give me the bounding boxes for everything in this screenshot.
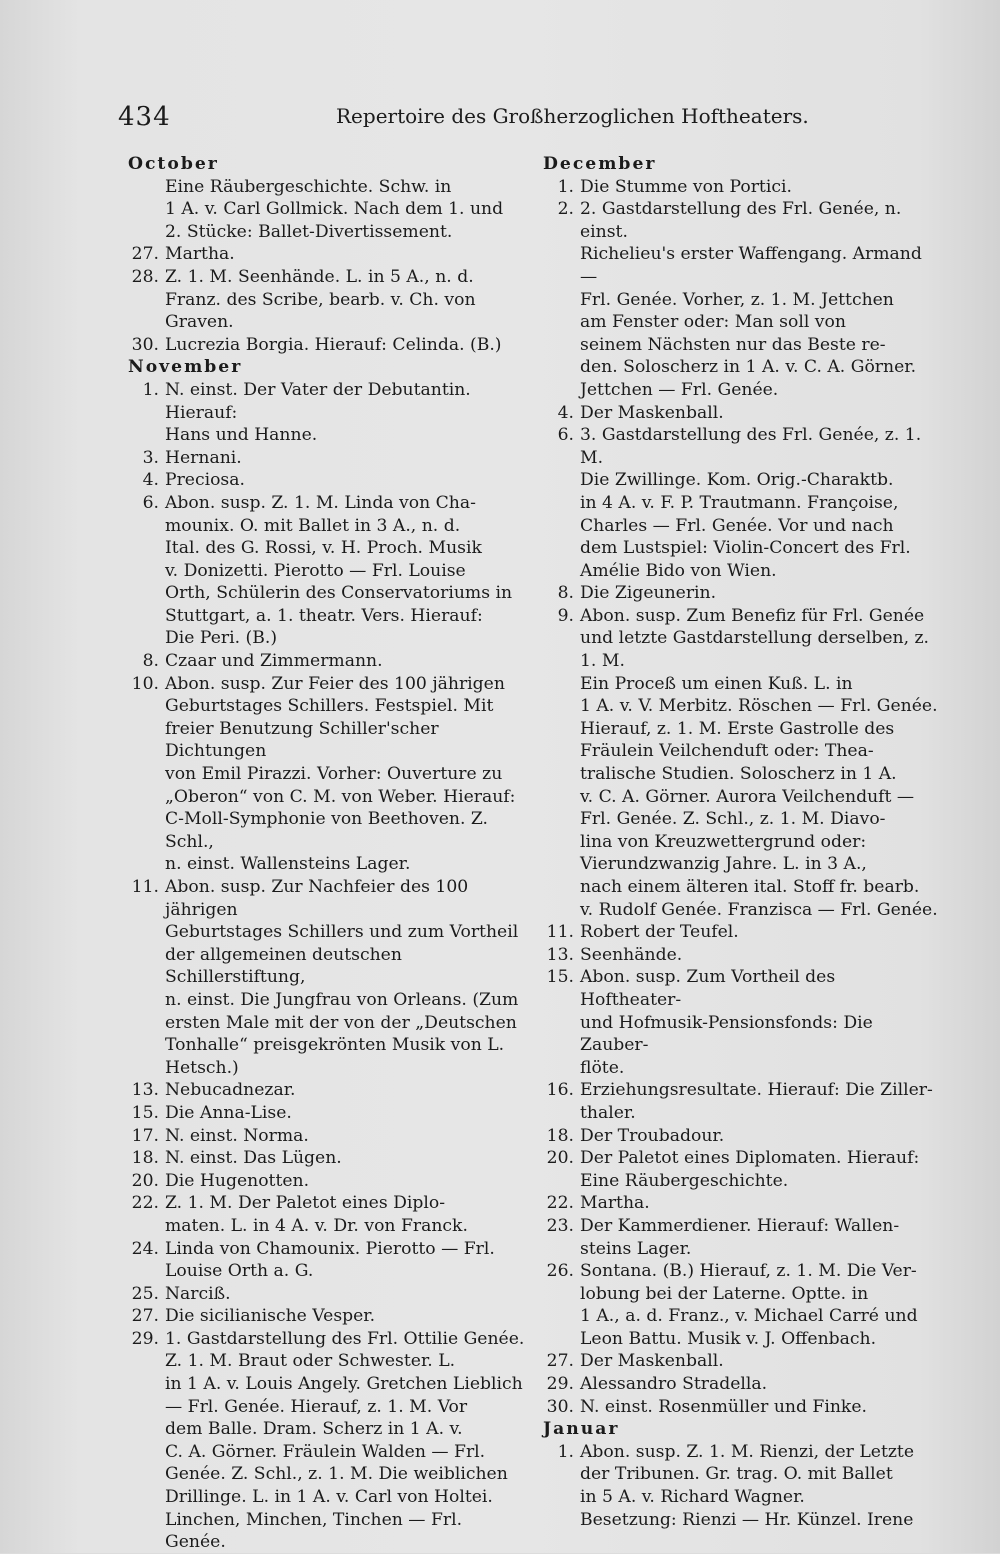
entry-text: Z. 1. M. Der Paletot eines Diplo- maten. L. in 4 A. v. Dr. von Franck. <box>165 1193 468 1236</box>
entry-text: 3. Gastdarstellung des Frl. Genée, z. 1. M. Die Zwillinge. Kom. Orig.-Charaktb. in 4 A. v. F. P. Trautmann. Françoise, Charles — Frl. Genée. Vor und nach dem Lustspiel: Violin-Concert des Frl. Amélie Bido von Wien. <box>580 425 922 581</box>
entry-date: 17. <box>131 1125 159 1146</box>
page-header <box>118 100 809 136</box>
entry-text: Lucrezia Borgia. Hierauf: Celinda. (B.) <box>165 334 502 355</box>
entry-date: 8. <box>557 583 574 604</box>
entry-text: Robert der Teufel. <box>580 922 739 943</box>
entry-text: 2. Gastdarstellung des Frl. Genée, n. einst. Richelieu's erster Waffengang. Armand — Frl. Genée. Vorher, z. 1. M. Jettchen am Fenster oder: Man soll von seinem Nächsten nur das Beste re- den. Soloscherz in 1 A. v. C. A. Görner. Jettchen — Frl. Genée. <box>580 199 922 400</box>
entry-text: Hernani. <box>165 447 242 468</box>
entry-date: 18. <box>546 1125 574 1146</box>
entry-text: Z. 1. M. Seenhände. L. in 5 A., n. d. Franz. des Scribe, bearb. v. Ch. von Graven. <box>165 266 476 333</box>
performance-entry <box>125 176 525 244</box>
running-title: Repertoire des Großherzoglichen Hoftheaters. <box>336 104 809 128</box>
entry-date: 6. <box>557 425 574 446</box>
entry-date: 3. <box>142 447 159 468</box>
performance-entry <box>540 1396 940 1419</box>
entry-date: 22. <box>131 1193 159 1214</box>
performance-entry <box>540 921 940 944</box>
entry-text: Der Kammerdiener. Hierauf: Wallen- steins Lager. <box>580 1215 900 1259</box>
performance-entry <box>125 673 525 876</box>
entry-text: Die sicilianische Vesper. <box>165 1306 376 1327</box>
entry-text: Die Zigeunerin. <box>580 583 717 604</box>
entry-date: 9. <box>557 605 574 626</box>
entry-date: 4. <box>142 470 159 491</box>
month-heading: October <box>128 154 219 174</box>
entry-date: 13. <box>131 1080 159 1101</box>
performance-entry <box>125 1328 525 1554</box>
entry-text: Seenhände. <box>580 944 683 965</box>
entry-date: 4. <box>557 402 574 423</box>
entry-text: Martha. <box>580 1193 650 1214</box>
entry-text: Abon. susp. Z. 1. M. Rienzi, der Letzte der Tribunen. Gr. trag. O. mit Ballet in 5 A. v. Richard Wagner. <box>580 1441 914 1508</box>
entry-text: Der Troubadour. <box>580 1125 725 1146</box>
performance-entry <box>125 876 525 1079</box>
month-heading: November <box>128 357 243 378</box>
entry-date: 29. <box>546 1374 574 1395</box>
entry-date: 27. <box>131 1306 159 1327</box>
entry-date: 8. <box>142 651 159 672</box>
performance-entry <box>125 334 525 357</box>
entry-date: 28. <box>131 266 159 287</box>
entry-date: 1. <box>557 1441 574 1462</box>
entry-text: N. einst. Das Lügen. <box>165 1148 342 1169</box>
performance-entry <box>540 1373 940 1396</box>
entry-text: 1. Gastdarstellung des Frl. Ottilie Genée. Z. 1. M. Braut oder Schwester. L. in 1 A. v. Louis Angely. Gretchen Lieblich — Frl. Genée. Hierauf, z. 1. M. Vor dem Balle. Dram. Scherz in 1 A. v. C. A. Görner. Fräulein Walden — Frl. Genée. Z. Schl., z. 1. M. Die weiblichen Drillinge. L. in 1 A. v. Carl von Holtei. Linchen, Minchen, Tinchen — Frl. Genée. <box>165 1328 525 1553</box>
entry-date: 15. <box>546 967 574 988</box>
left-column <box>125 153 525 1554</box>
entry-text: Der Paletot eines Diplomaten. Hierauf: Eine Räubergeschichte. <box>580 1148 920 1191</box>
performance-entry <box>540 1079 940 1124</box>
entry-text: Die Hugenotten. <box>165 1170 310 1191</box>
entry-date: 26. <box>546 1261 574 1282</box>
entry-date: 1. <box>557 176 574 197</box>
entry-date: 18. <box>131 1148 159 1169</box>
entry-text: Abon. susp. Z. 1. M. Linda von Cha- mounix. O. mit Ballet in 3 A., n. d. Ital. des G. Rossi, v. H. Proch. Musik v. Donizetti. Pierotto — Frl. Louise Orth, Schülerin des Conservatoriums in Stuttgart, a. 1. theatr. Vers. Hierauf: Die Peri. (B.) <box>165 492 513 649</box>
performance-entry <box>540 966 940 1079</box>
entry-text: Erziehungsresultate. Hierauf: Die Ziller- thaler. <box>580 1080 933 1123</box>
entry-date: 20. <box>131 1170 159 1191</box>
entry-date: 27. <box>131 244 159 265</box>
entry-date: 13. <box>546 944 574 965</box>
entry-date: 22. <box>546 1193 574 1214</box>
performance-entry <box>540 1147 940 1192</box>
performance-entry <box>540 1125 940 1148</box>
performance-entry <box>125 1147 525 1170</box>
entry-text: N. einst. Norma. <box>165 1125 309 1146</box>
entry-text: Czaar und Zimmermann. <box>165 651 383 672</box>
right-column <box>540 153 940 1531</box>
performance-entry <box>125 1170 525 1193</box>
performance-entry <box>540 402 940 425</box>
entry-text: Abon. susp. Zur Nachfeier des 100 jährigen Geburtstages Schillers und zum Vortheil der allgemeinen deutschen Schillerstiftung, n. einst. Die Jungfrau von Orleans. (Zum ersten Male mit der von der „Deutschen Tonhalle“ preisgekrönten Musik von L. Hetsch.) <box>165 877 519 1078</box>
performance-entry <box>125 266 525 334</box>
performance-entry <box>540 1441 940 1509</box>
entry-text: Sontana. (B.) Hierauf, z. 1. M. Die Ver- lobung bei der Laterne. Optte. in 1 A., a. d. Franz., v. Michael Carré und Leon Battu. Musik v. J. Offenbach. <box>580 1261 918 1349</box>
performance-entry <box>125 469 525 492</box>
entry-text: Der Maskenball. <box>580 402 724 423</box>
entry-date: 24. <box>131 1238 159 1259</box>
entry-date: 20. <box>546 1148 574 1169</box>
performance-entry <box>125 1192 525 1237</box>
performance-entry <box>125 492 525 650</box>
entry-text: N. einst. Der Vater der Debutantin. Hierauf: Hans und Hanne. <box>165 379 471 446</box>
entry-text: Nebucadnezar. <box>165 1080 296 1101</box>
performance-entry <box>125 379 525 447</box>
performance-entry <box>125 243 525 266</box>
performance-entry <box>540 605 940 921</box>
entry-date: 16. <box>546 1080 574 1101</box>
performance-entry <box>540 1192 940 1215</box>
entry-date: 10. <box>131 673 159 694</box>
performance-entry <box>540 944 940 967</box>
performance-entry <box>125 447 525 470</box>
performance-entry <box>125 1125 525 1148</box>
entry-text: Besetzung: Rienzi — Hr. Künzel. Irene <box>580 1509 914 1530</box>
entry-text: Die Stumme von Portici. <box>580 176 792 197</box>
performance-entry <box>540 1509 940 1532</box>
entry-date: 11. <box>131 877 159 897</box>
performance-entry <box>125 1102 525 1125</box>
month-heading: December <box>543 154 657 174</box>
entry-text: Abon. susp. Zur Feier des 100 jährigen Geburtstages Schillers. Festspiel. Mit freier Benutzung Schiller'scher Dichtungen von Emil Pirazzi. Vorher: Ouverture zu „Oberon“ von C. M. von Weber. Hierauf: C-Moll-Symphonie von Beethoven. Z. Schl., n. einst. Wallensteins Lager. <box>165 673 516 875</box>
entry-date: 1. <box>142 379 159 400</box>
performance-entry <box>125 650 525 673</box>
performance-entry <box>125 1079 525 1102</box>
entry-text: Narciß. <box>165 1283 231 1304</box>
entry-text: Abon. susp. Zum Benefiz für Frl. Genée und letzte Gastdarstellung derselben, z. 1. M. Ein Proceß um einen Kuß. L. in 1 A. v. V. Merbitz. Röschen — Frl. Genée. Hierauf, z. 1. M. Erste Gastrolle des Fräulein Veilchenduft oder: Thea- tralische Studien. Soloscherz in 1 A. v. C. A. Görner. Aurora Veilchenduft — Frl. Genée. Z. Schl., z. 1. M. Diavo- lina von Kreuzwettergrund oder: Vierundzwanzig Jahre. L. in 3 A., nach einem älteren ital. Stoff fr. bearb. v. Rudolf Genée. Franzisca — Frl. Genée. <box>580 605 938 920</box>
entry-text: Eine Räubergeschichte. Schw. in 1 A. v. Carl Gollmick. Nach dem 1. und 2. Stücke: Ballet-Divertissement. <box>165 176 504 242</box>
performance-entry <box>125 1283 525 1306</box>
entry-text: Die Anna-Lise. <box>165 1102 292 1123</box>
entry-text: Linda von Chamounix. Pierotto — Frl. Louise Orth a. G. <box>165 1238 495 1282</box>
entry-date: 2. <box>557 199 574 220</box>
page-number: 434 <box>118 102 171 132</box>
entry-text: N. einst. Rosenmüller und Finke. <box>580 1396 867 1417</box>
entry-text: Martha. <box>165 244 235 265</box>
entry-text: Alessandro Stradella. <box>580 1374 768 1395</box>
entry-date: 27. <box>546 1351 574 1372</box>
entry-text: Abon. susp. Zum Vortheil des Hoftheater- und Hofmusik-Pensionsfonds: Die Zauber- flöte. <box>580 967 873 1078</box>
performance-entry <box>540 1350 940 1373</box>
entry-date: 30. <box>131 334 159 355</box>
entry-text: Der Maskenball. <box>580 1351 724 1372</box>
performance-entry <box>540 424 940 582</box>
performance-entry <box>125 1238 525 1283</box>
entry-date: 6. <box>142 492 159 513</box>
entry-date: 15. <box>131 1102 159 1123</box>
entry-text: Preciosa. <box>165 470 245 491</box>
performance-entry <box>125 1305 525 1328</box>
entry-date: 30. <box>546 1396 574 1417</box>
entry-date: 11. <box>546 922 574 943</box>
performance-entry <box>540 198 940 401</box>
entry-date: 23. <box>546 1215 574 1236</box>
performance-entry <box>540 1260 940 1350</box>
month-heading: Januar <box>543 1419 620 1440</box>
entry-date: 29. <box>131 1328 159 1349</box>
entry-date: 25. <box>131 1283 159 1304</box>
performance-entry <box>540 176 940 199</box>
performance-entry <box>540 1215 940 1260</box>
performance-entry <box>540 582 940 605</box>
